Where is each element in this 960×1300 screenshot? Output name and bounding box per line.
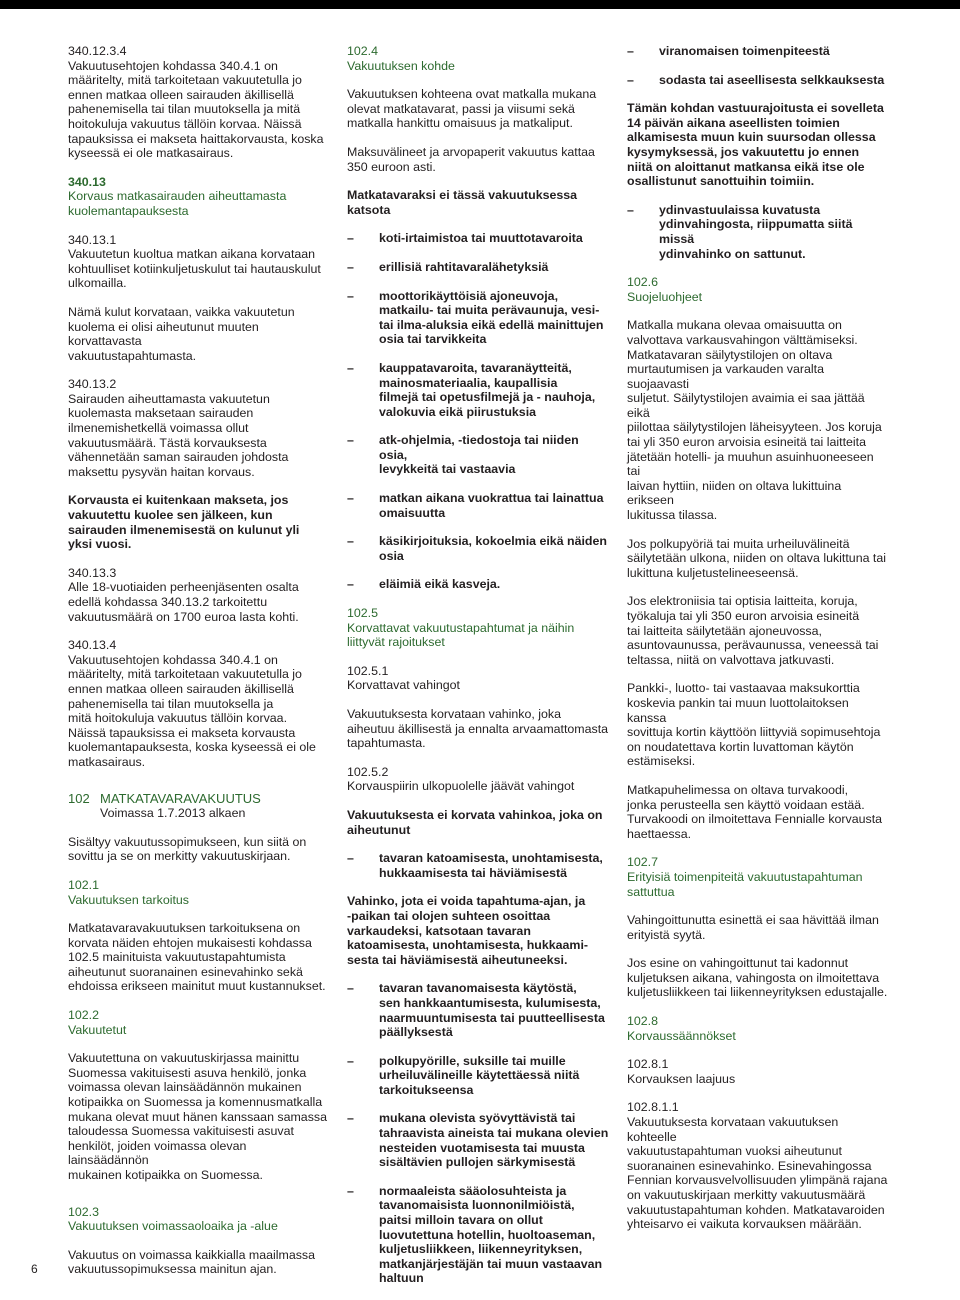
dash-mark: – [627,72,634,87]
list-item-text: kauppatavaroita, tavaranäytteitä, mainosmateriaalia, kaupallisia filmejä tai opetusfilmejä ja - nauhoja, valokuvia eikä piirustuksia [379,360,596,419]
subheading-102-5-1: 102.5.1 Korvattavat vahingot [347,663,460,693]
paragraph-bold: Tämän kohdan vastuurajoitusta ei sovelleta 14 päivän aikana aseellisten toimien alkamisesta muun kuin suursodan ollessa kysymyksessä, jos vakuutettu jo ennen niitä on aloittanut matkansa eikä itse ole osallistunut sanottuihin toimiin. [627,101,884,189]
paragraph: 102.8.1.1 Vakuutuksesta korvataan vakuutuksen kohteelle vakuutustapahtuman vuoksi aiheutunut suoranainen esinevahinko. Esinevahingossa Fennian korvausvelvollisuuden ylimpänä rajana on vakuutuskirjaan merkitty vakuutusmäärä vakuutustapahtuman kohden. Matkatavaroiden yhteisarvo ei vaikuta korvauksen määrään. [627,1100,888,1232]
dash-mark: – [347,1053,354,1068]
top-black-bar [0,0,960,9]
subheading-102-8-1: 102.8.1 Korvauksen laajuus [627,1057,736,1086]
heading-title: Vakuutuksen kohde [347,58,455,73]
heading-title: Korvaus matkasairauden aiheuttamasta kuolemantapauksesta [68,189,287,218]
list-item [347,851,609,880]
heading-102 [68,792,330,821]
paragraph: Matkapuhelimessa on oltava turvakoodi, jonka perusteella sen käyttö voidaan estää. Turvakoodi on ilmoitettava Fennialle korvausta haettaessa. [627,782,883,841]
dash-mark: – [347,259,354,274]
dash-mark: – [347,288,354,303]
column-1 [68,44,330,1291]
list-item-text: koti-irtaimistoa tai muuttotavaroita [379,231,583,246]
heading-number: 102.8 [627,1014,659,1029]
paragraph: Matkatavaravakuutuksen tarkoituksena on korvata näiden ehtojen mukaisesti kohdassa 102.5 mainituista vakuutustapahtumista aiheutunut suoranainen esinevahinko sekä ehdoissa erikseen mainitut muut kustannukset. [68,921,326,994]
list-item-text: käsikirjoituksia, kokoelmia eikä näiden osia [379,534,607,563]
dash-mark: – [347,534,354,549]
heading-number: 102.5 [347,606,379,621]
heading-102-1 [68,878,330,907]
list-item-text: tavaran tavanomaisesta käytöstä, sen hankkaantumisesta, kulumisesta, naarmuuntumisesta tai puutteellisesta päällyksestä [379,981,605,1040]
heading-title: MATKATAVARAVAKUUTUS [100,790,261,806]
heading-number: 102.6 [627,275,659,290]
dash-mark: – [347,851,354,866]
paragraph-bold: Vakuutuksesta ei korvata vahinkoa, joka on aiheutunut [347,807,603,837]
subheading-102-5-2: 102.5.2 Korvauspiirin ulkopuolelle jäävät vahingot [347,764,575,794]
list-item [627,44,889,59]
paragraph-bold: Korvausta ei kuitenkaan makseta, jos vakuutettu kuolee sen jälkeen, kun sairauden ilmenemisestä on kulunut yli yksi vuosi. [68,493,300,552]
dash-mark: – [347,981,354,996]
dash-mark: – [347,577,354,592]
paragraph: Vakuutuksesta korvataan vahinko, joka aiheutuu äkillisestä ja ennalta arvaamattomasta tapahtumasta. [347,707,609,751]
page-number: 6 [31,1262,38,1276]
paragraph: Nämä kulut korvataan, vaikka vakuutetun kuolema ei olisi aiheutunut muuten korvattavasta vakuutustapahtumasta. [68,304,295,363]
dash-mark: – [347,1183,354,1198]
heading-title: Vakuutuksen voimassaoloaika ja -alue [68,1219,278,1234]
list-item-text: viranomaisen toimenpiteestä [659,44,830,58]
heading-number: 102.3 [68,1204,100,1219]
list-item [347,289,609,347]
heading-102-5 [347,606,609,650]
list-item-text: mukana olevista syövyttävistä tai tahraavista aineista tai mukana olevien nesteiden vuotamisesta tai muusta sisältävien pullojen särkymisestä [379,1111,609,1170]
list-item [347,1054,609,1098]
list-item-text: eläimiä eikä kasveja. [379,577,501,592]
section-340-13-4: 340.13.4 Vakuutusehtojen kohdassa 340.4.1 on määritelty, mitä tarkoitetaan vakuutetulla jo ennen matkaa olleen sairauden äkillisellä pahenemisella tai tilan muutoksella ja mitä hoitokuluja vakuutus tällöin korvaa. Näissä tapauksissa ei makseta korvausta kuolemantapauksesta, koska kyseessä ei ole matkasairaus. [68,638,316,769]
list-item [347,1111,609,1169]
paragraph: Maksuvälineet ja arvopaperit vakuutus kattaa 350 euroon asti. [347,144,595,174]
dash-mark: – [347,231,354,246]
heading-102-8 [627,1014,889,1043]
list-item-text: polkupyörille, suksille tai muille urheiluvälineille käytettäessä niitä tarkoitukseensa [379,1053,580,1097]
column-2 [347,44,609,1300]
paragraph-bold: Matkatavaraksi ei tässä vakuutuksessa katsota [347,188,578,217]
list-item [347,361,609,419]
dash-mark: – [347,491,354,506]
section-340-12-3-4: 340.12.3.4 Vakuutusehtojen kohdassa 340.4.1 on määritelty, mitä tarkoitetaan vakuutetulla jo ennen matkaa olleen sairauden äkillisellä pahenemisella tai tilan muutoksella ja mitä hoitokuluja vakuutus tällöin korvaa. Näissä tapauksissa ei makseta haittakorvausta, koska kyseessä ei ole matkasairaus. [68,44,324,161]
dash-mark: – [347,433,354,448]
heading-main-title [68,792,330,807]
list-item-text: atk-ohjelmia, -tiedostoja tai niiden osia, levykkeitä tai vastaavia [379,433,579,477]
list-item [347,260,609,275]
list-item [347,231,609,246]
dash-mark: – [347,1111,354,1126]
list-item-text: ydinvastuulaissa kuvatusta ydinvahingosta, riippumatta siitä missä ydinvahinko on sattunut. [659,202,853,261]
heading-title: Korvattavat vakuutustapahtumat ja näihin liittyvät rajoitukset [347,620,575,650]
section-340-13-3: 340.13.3 Alle 18-vuotiaiden perheenjäsenten osalta edellä kohdassa 340.13.2 tarkoitettu vakuutusmäärä on 1700 euroa lasta kohti. [68,565,299,624]
heading-102-6 [627,275,889,304]
heading-102-3 [68,1205,330,1234]
paragraph: Vakuutuksen kohteena ovat matkalla mukana olevat matkatavarat, passi ja viisumi sekä matkalla hankittu omaisuus ja matkaliput. [347,87,597,131]
heading-subtitle: Voimassa 1.7.2013 alkaen [100,806,246,821]
excluded-items-list [347,231,609,592]
list-item [347,577,609,592]
heading-340-13 [68,175,330,219]
heading-number: 102.4 [347,44,379,58]
list-item-text: matkan aikana vuokrattua tai lainattua omaisuutta [379,491,604,520]
paragraph-bold: Vahinko, jota ei voida tapahtuma-ajan, ja -paikan tai olojen suhteen osoittaa varkaudeksi, katsotaan tavaran katoamisesta, unohtamisesta, hukkaami- sesta tai häviämisestä aiheutuneeksi. [347,894,589,967]
paragraph: Vahingoittunutta esinettä ei saa hävittää ilman erityistä syytä. [627,913,879,942]
list-item [347,981,609,1039]
list-item [627,73,889,88]
section-340-13-1: 340.13.1 Vakuutetun kuoltua matkan aikana korvataan kohtuulliset kotiinkuljetuskulut tai hautauskulut ulkomailla. [68,232,321,291]
paragraph: Vakuutus on voimassa kaikkialla maailmassa vakuutussopimuksessa mainitun ajan. [68,1247,316,1277]
heading-title: Vakuutuksen tarkoitus [68,892,189,907]
heading-number: 102.1 [68,877,100,892]
list-item-text: sodasta tai aseellisesta selkkauksesta [659,72,885,87]
dash-mark: – [347,360,354,375]
column-3 [627,44,889,1246]
heading-number: 102.2 [68,1008,100,1023]
dash-mark: – [627,202,634,217]
list-item-text: moottorikäyttöisiä ajoneuvoja, matkailu- tai muita perävaunuja, vesi- tai ilma-aluksia eikä edellä mainittujen osia tai tarvikkeita [379,288,604,347]
list-item-text: normaaleista sääolosuhteista ja tavanomaisista luonnonilmiöistä, paitsi milloin tavara on ollut luovutettuna hotellin, huoltoaseman, kuljetusliikkeen, liikenneyrityksen, matkanjärjestäjän tai muun vastaavan haltuun [379,1183,603,1286]
list-item [347,491,609,520]
heading-title: Suojeluohjeet [627,289,703,304]
list-item-text: erillisiä rahtitavaralähetyksiä [379,259,549,274]
section-340-13-2: 340.13.2 Sairauden aiheuttamasta vakuutetun kuolemasta maksetaan sairauden ilmenemishetkellä voimassa ollut vakuutusmäärä. Tästä korvauksesta vähennetään saman sairauden johdosta maksettu pysyvän haitan korvaus. [68,377,289,479]
paragraph: Jos polkupyöriä tai muita urheiluvälineitä säilytetään ulkona, niiden on oltava lukittuna tai lukittuna kuljetustelineeseensä. [627,536,886,580]
heading-number: 102.7 [627,855,659,870]
heading-102-2 [68,1008,330,1037]
paragraph: Matkalla mukana olevaa omaisuutta on valvottava varkausvahingon välttämiseksi. Matkatavaran säilytystilojen on oltava murtautumisen ja varkauden varalta suojaavasti suljetut. Säilytystilojen avaimia ei saa jättää eikä piilottaa säilytystilojen läheisyyteen. Jos koruja tai yli 350 euron arvoisia esineitä tai laitteita jätetään hotelli- ja muuhun asuinhuoneeseen tai laivan hyttiin, niiden on oltava lukittuina erikseen lukitussa tilassa. [627,318,882,523]
heading-number: 102 [68,790,90,806]
paragraph: Vakuutettuna on vakuutuskirjassa mainittu Suomessa vakituisesti asuva henkilö, jonka voimassa olevan lainsäädännön mukainen kotipaikka on Suomessa ja komennusmatkalla mukana olevat muut hänen kanssaan samassa taloudessa Suomessa vakituisesti asuvat henkilöt, joiden voimassa olevan lainsäädännön mukainen kotipaikka on Suomessa. [68,1051,327,1182]
list-item [347,1184,609,1286]
list-item [347,534,609,563]
dash-mark: – [627,44,634,58]
list-item [627,203,889,261]
heading-102-4 [347,44,609,73]
heading-title: Korvaussäännökset [627,1028,736,1043]
list-item [347,433,609,477]
heading-102-7 [627,855,889,899]
heading-title: Erityisiä toimenpiteitä vakuutustapahtuman sattuttua [627,869,863,899]
heading-number: 340.13 [68,174,106,189]
paragraph: Jos elektroniisia tai optisia laitteita, koruja, työkaluja tai yli 350 euron arvoisia esineitä tai laitteita säilytetään ajoneuvossa, asuntovaunussa, perävaunussa, veneessä tai teltassa, niitä on valvottava jatkuvasti. [627,594,879,667]
heading-title: Vakuutetut [68,1022,127,1037]
list-item-text: tavaran katoamisesta, unohtamisesta, hukkaamisesta tai häviämisestä [379,851,603,880]
paragraph: Pankki-, luotto- tai vastaavaa maksukorttia koskevia pankin tai muun luottolaitoksen kanssa sovittuja kortin käyttöön liittyviä sopimusehtoja on noudatettava kortin luvattoman käytön estämiseksi. [627,681,881,769]
paragraph: Jos esine on vahingoittunut tai kadonnut kuljetuksen aikana, vahingosta on ilmoitettava kuljetusliikkeen tai liikenneyrityksen edustajalle. [627,956,888,1000]
paragraph: Sisältyy vakuutussopimukseen, kun siitä on sovittu ja se on merkitty vakuutuskirjaan. [68,834,307,864]
